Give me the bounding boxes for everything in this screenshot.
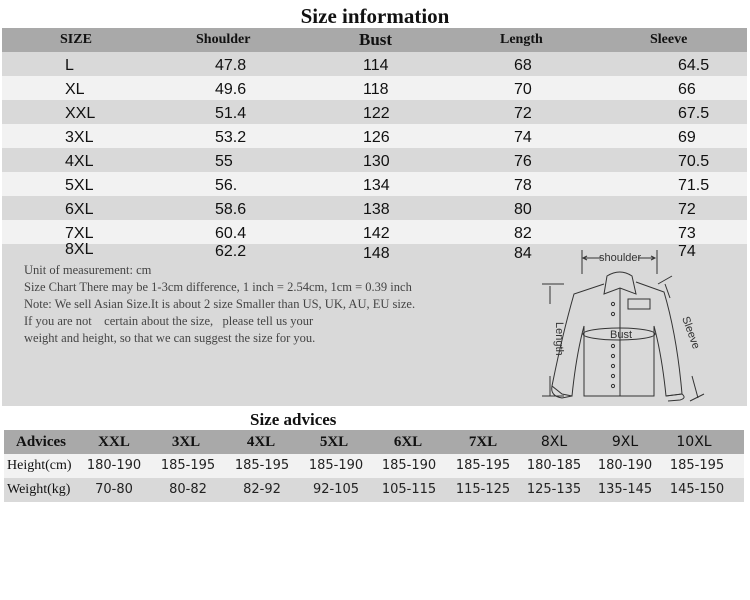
advice-size: 6XL xyxy=(393,434,423,450)
note-unit: Unit of measurement: cm xyxy=(24,263,152,277)
cell-sleeve: 66 xyxy=(678,81,696,98)
cell-bust: 118 xyxy=(363,81,389,98)
cell-bust: 138 xyxy=(363,201,390,218)
cell-length: 74 xyxy=(514,129,532,146)
advice-size: 4XL xyxy=(246,434,276,450)
cell-bust: 126 xyxy=(363,129,390,146)
cell-length: 76 xyxy=(514,153,532,170)
cell-size: 6XL xyxy=(65,201,94,218)
cell-size: XL xyxy=(65,81,85,98)
table-row xyxy=(2,76,747,100)
height-value: 185-195 xyxy=(455,458,511,473)
table-row xyxy=(2,172,747,196)
table-row xyxy=(2,148,747,172)
weight-value: 105-115 xyxy=(381,482,437,497)
advice-size: 9XL xyxy=(611,434,639,450)
cell-size: 5XL xyxy=(65,177,94,194)
cell-size: L xyxy=(65,57,74,74)
cell-shoulder: 58.6 xyxy=(215,201,247,218)
cell-bust: 122 xyxy=(363,105,390,122)
note-asian-size: Note: We sell Asian Size.It is about 2 size Smaller than US, UK, AU, EU size. xyxy=(24,297,416,311)
advice-size: 8XL xyxy=(540,434,568,450)
cell-bust: 148 xyxy=(363,245,390,262)
cell-length: 78 xyxy=(514,177,532,194)
cell-shoulder: 53.2 xyxy=(215,129,247,146)
size-table-header xyxy=(2,28,747,52)
cell-sleeve: 64.5 xyxy=(678,57,710,74)
header-sleeve: Sleeve xyxy=(650,32,688,47)
cell-sleeve: 70.5 xyxy=(678,153,710,170)
page-title: Size information xyxy=(300,4,450,28)
cell-length: 82 xyxy=(514,225,532,242)
note-uncertain: If you are not certain about the size, please tell us your xyxy=(24,314,314,328)
cell-length: 72 xyxy=(514,105,532,122)
weight-value: 92-105 xyxy=(312,482,360,497)
cell-bust: 134 xyxy=(363,177,390,194)
weight-value: 80-82 xyxy=(169,482,207,497)
table-row xyxy=(2,100,747,124)
info-area xyxy=(2,241,747,406)
cell-bust: 114 xyxy=(363,57,389,74)
height-value: 185-195 xyxy=(234,458,290,473)
cell-length: 68 xyxy=(514,57,532,74)
cell-shoulder: 49.6 xyxy=(215,81,247,98)
height-value: 185-195 xyxy=(669,458,725,473)
height-label: Height(cm) xyxy=(7,458,72,473)
advice-weight-row xyxy=(4,478,744,502)
height-value: 185-190 xyxy=(381,458,437,473)
diagram-label-bust: Bust xyxy=(610,329,633,341)
height-value: 180-190 xyxy=(597,458,653,473)
cell-sleeve: 69 xyxy=(678,129,696,146)
advice-header-row xyxy=(4,430,744,454)
cell-bust: 130 xyxy=(363,153,390,170)
cell-sleeve: 73 xyxy=(678,225,696,242)
cell-shoulder: 56. xyxy=(215,177,238,194)
weight-value: 70-80 xyxy=(95,482,133,497)
height-value: 180-185 xyxy=(526,458,582,473)
cell-length: 84 xyxy=(514,245,532,262)
cell-sleeve: 72 xyxy=(678,201,696,218)
height-value: 185-195 xyxy=(160,458,216,473)
cell-sleeve: 71.5 xyxy=(678,177,710,194)
size-notes xyxy=(24,262,415,347)
cell-shoulder: 60.4 xyxy=(215,225,247,242)
cell-size: XXL xyxy=(65,105,96,122)
weight-value: 115-125 xyxy=(455,482,511,497)
advice-title: Size advices xyxy=(250,410,337,429)
cell-shoulder: 55 xyxy=(215,153,233,170)
cell-shoulder: 62.2 xyxy=(215,243,247,260)
cell-size: 4XL xyxy=(65,153,94,170)
shirt-measurement-diagram-icon xyxy=(532,246,722,406)
size-table xyxy=(2,28,747,244)
cell-shoulder: 47.8 xyxy=(215,57,247,74)
cell-size: 8XL xyxy=(65,241,94,258)
cell-bust: 142 xyxy=(363,225,390,242)
cell-size: 3XL xyxy=(65,129,94,146)
weight-value: 125-135 xyxy=(526,482,582,497)
cell-sleeve: 67.5 xyxy=(678,105,710,122)
diagram-label-length: Length xyxy=(553,322,565,356)
note-difference: Size Chart There may be 1-3cm difference, 1 inch = 2.54cm, 1cm = 0.39 inch xyxy=(24,280,412,294)
cell-size: 7XL xyxy=(65,225,94,242)
cell-length: 80 xyxy=(514,201,532,218)
cell-shoulder: 51.4 xyxy=(215,105,247,122)
weight-value: 82-92 xyxy=(243,482,281,497)
advice-size: 5XL xyxy=(319,434,349,450)
advice-size: 7XL xyxy=(468,434,498,450)
note-suggest: weight and height, so that we can suggest the size for you. xyxy=(24,331,316,345)
weight-value: 145-150 xyxy=(669,482,725,497)
table-row xyxy=(2,196,747,220)
advice-table xyxy=(4,430,744,502)
advice-size: 10XL xyxy=(676,434,712,450)
weight-value: 135-145 xyxy=(597,482,653,497)
advice-size: 3XL xyxy=(171,434,201,450)
header-shoulder: Shoulder xyxy=(196,32,251,47)
height-value: 185-190 xyxy=(308,458,364,473)
diagram-label-shoulder: shoulder xyxy=(599,252,642,264)
cell-sleeve: 74 xyxy=(678,243,696,260)
header-length: Length xyxy=(500,32,543,47)
advice-size: XXL xyxy=(98,434,130,450)
weight-label: Weight(kg) xyxy=(7,482,71,497)
height-value: 180-190 xyxy=(86,458,142,473)
advice-header-label: Advices xyxy=(16,434,66,450)
cell-length: 70 xyxy=(514,81,532,98)
diagram-label-sleeve: Sleeve xyxy=(679,314,702,351)
table-row xyxy=(2,124,747,148)
advice-height-row xyxy=(4,454,744,478)
header-size: SIZE xyxy=(60,32,92,47)
table-row xyxy=(2,52,747,76)
header-bust: Bust xyxy=(359,30,393,49)
